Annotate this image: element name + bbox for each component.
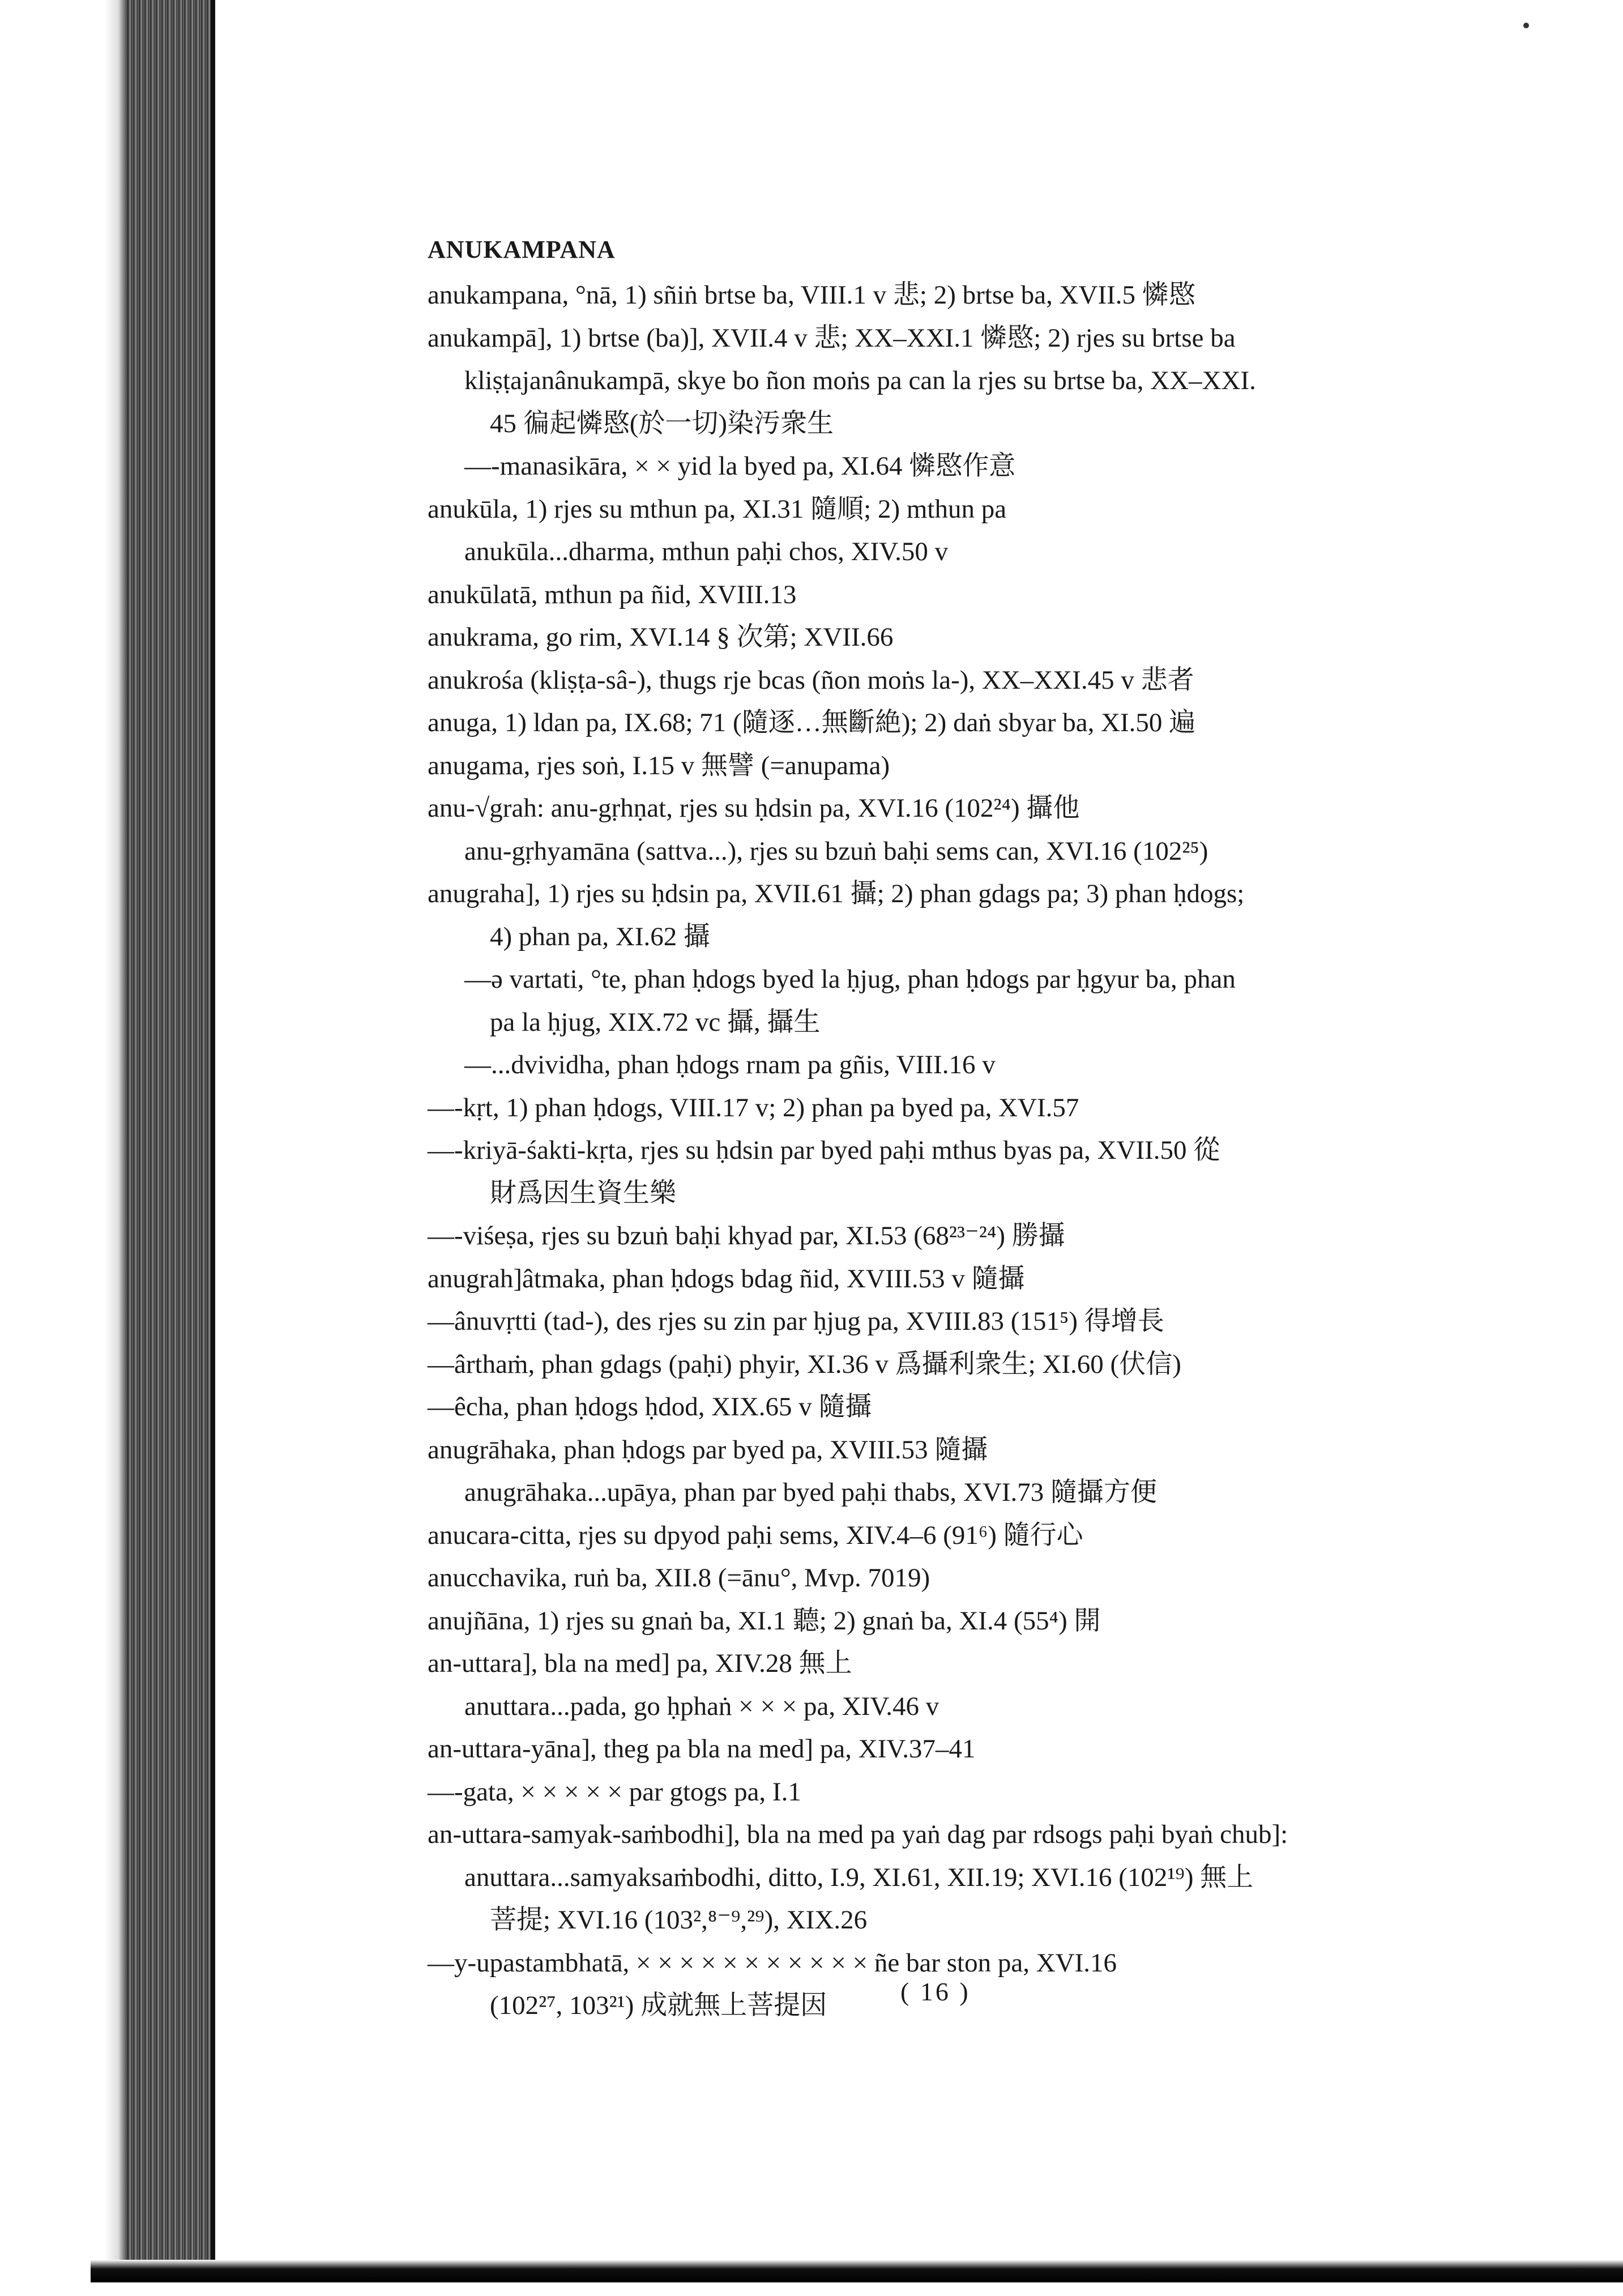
dictionary-line: anukrama, go rim, XVI.14 § 次第; XVII.66 (428, 622, 894, 652)
bottom-page-edge (91, 2260, 1623, 2282)
dictionary-line: —ârthaṁ, phan gdags (paḥi) phyir, XI.36 v 爲攝利衆生; XI.60 (伏信) (428, 1349, 1181, 1379)
dictionary-line: —-kṛt, 1) phan ḥdogs, VIII.17 v; 2) phan pa byed pa, XVI.57 (428, 1092, 1079, 1123)
dictionary-line: kliṣṭajanânukampā, skye bo ñon moṅs pa can la rjes su brtse ba, XX–XXI. (464, 366, 1256, 395)
scan-speck (1523, 23, 1529, 28)
dictionary-line: anugama, rjes soṅ, I.15 v 無譬 (=anupama) (428, 750, 890, 780)
dictionary-line: 45 徧起憐愍(於一切)染汚衆生 (490, 408, 834, 438)
running-header: ANUKAMPANA (428, 236, 616, 263)
book-spine (0, 0, 227, 2296)
dictionary-line: —ə vartati, °te, phan ḥdogs byed la ḥjug, phan ḥdogs par ḥgyur ba, phan (464, 965, 1236, 994)
dictionary-line: anukampā], 1) brtse (ba)], XVII.4 v 悲; XX–XXI.1 憐愍; 2) rjes su brtse ba (428, 323, 1236, 353)
dictionary-line: anukampana, °nā, 1) sñiṅ brtse ba, VIII.1 v 悲; 2) brtse ba, XVII.5 憐愍 (428, 280, 1195, 310)
dictionary-line: anucchavika, ruṅ ba, XII.8 (=ānu°, Mvp. 7019) (428, 1563, 930, 1593)
dictionary-line: anuga, 1) ldan pa, IX.68; 71 (隨逐…無斷絶); 2) daṅ sbyar ba, XI.50 遍 (428, 708, 1196, 737)
dictionary-line: —y-upastambhatā, × × × × × × × × × × × ñe bar ston pa, XVI.16 (428, 1948, 1117, 1978)
dictionary-line: an-uttara], bla na med] pa, XIV.28 無上 (428, 1649, 852, 1678)
page-edges-stack (127, 0, 212, 2296)
dictionary-line: anu-√grah: anu-gṛhṇat, rjes su ḥdsin pa, XVI.16 (102²⁴) 攝他 (428, 793, 1080, 823)
dictionary-line: anugrāhaka...upāya, phan par byed paḥi thabs, XVI.73 隨攝方便 (464, 1478, 1157, 1507)
dictionary-line: anugrah]âtmaka, phan ḥdogs bdag ñid, XVIII.53 v 隨攝 (428, 1264, 1025, 1294)
entries-list (428, 274, 1566, 2028)
dictionary-line: 財爲因生資生樂 (490, 1178, 676, 1208)
dictionary-line: anuttara...pada, go ḥphaṅ × × × pa, XIV.46 v (464, 1691, 939, 1721)
dictionary-line: anukrośa (kliṣṭa-sâ-), thugs rje bcas (ñon moṅs la-), XX–XXI.45 v 悲者 (428, 665, 1194, 695)
dictionary-line: anukūlatā, mthun pa ñid, XVIII.13 (428, 579, 797, 609)
dictionary-line: anucara-citta, rjes su dpyod paḥi sems, XIV.4–6 (91⁶) 隨行心 (428, 1520, 1083, 1550)
dictionary-line: anu-gṛhyamāna (sattva...), rjes su bzuṅ baḥi sems can, XVI.16 (102²⁵) (464, 836, 1208, 866)
dictionary-line: —-viśeṣa, rjes su bzuṅ baḥi khyad par, XI.53 (68²³⁻²⁴) 勝攝 (428, 1221, 1065, 1251)
dictionary-line: anuttara...samyaksaṁbodhi, ditto, I.9, XI.61, XII.19; XVI.16 (102¹⁹) 無上 (464, 1862, 1254, 1892)
dictionary-line: anukūla...dharma, mthun paḥi chos, XIV.50 v (464, 537, 949, 566)
page-number: ( 16 ) (900, 1977, 971, 2006)
page-edge-light (105, 0, 127, 2296)
dictionary-line: —-gata, × × × × × par gtogs pa, I.1 (428, 1777, 801, 1807)
dictionary-line: 菩提; XVI.16 (103²,⁸⁻⁹,²⁹), XIX.26 (490, 1905, 868, 1935)
page-content (428, 235, 1566, 2028)
dictionary-line: an-uttara-yāna], theg pa bla na med] pa, XIV.37–41 (428, 1734, 976, 1764)
dictionary-line: —-manasikāra, × × yid la byed pa, XI.64 憐愍作意 (464, 451, 1016, 481)
dictionary-line: anugrāhaka, phan ḥdogs par byed pa, XVIII.53 隨攝 (428, 1435, 988, 1465)
dictionary-line: —...dvividha, phan ḥdogs rnam pa gñis, VIII.16 v (464, 1050, 996, 1079)
dictionary-line: anujñāna, 1) rjes su gnaṅ ba, XI.1 聽; 2) gnaṅ ba, XI.4 (55⁴) 開 (428, 1606, 1101, 1636)
dictionary-line: anugraha], 1) rjes su ḥdsin pa, XVII.61 攝; 2) phan gdags pa; 3) phan ḥdogs; (428, 879, 1245, 908)
dictionary-line: pa la ḥjug, XIX.72 vc 攝, 攝生 (490, 1007, 821, 1037)
dictionary-line: anukūla, 1) rjes su mthun pa, XI.31 隨順; 2) mthun pa (428, 494, 1007, 524)
bottom-margin (91, 2282, 1623, 2296)
dictionary-line: —ânuvṛtti (tad-), des rjes su zin par ḥjug pa, XVIII.83 (151⁵) 得增長 (428, 1307, 1164, 1336)
dictionary-line: an-uttara-samyak-saṁbodhi], bla na med pa yaṅ dag par rdsogs paḥi byaṅ chub]: (428, 1820, 1288, 1849)
dictionary-line: (102²⁷, 103²¹) 成就無上菩提因 (490, 1991, 827, 2020)
dictionary-line: —êcha, phan ḥdogs ḥdod, XIX.65 v 隨攝 (428, 1392, 872, 1422)
dictionary-line: 4) phan pa, XI.62 攝 (490, 921, 710, 951)
dictionary-line: —-kriyā-śakti-kṛta, rjes su ḥdsin par byed paḥi mthus byas pa, XVII.50 從 (428, 1136, 1220, 1165)
spine-edge-line (211, 0, 215, 2296)
